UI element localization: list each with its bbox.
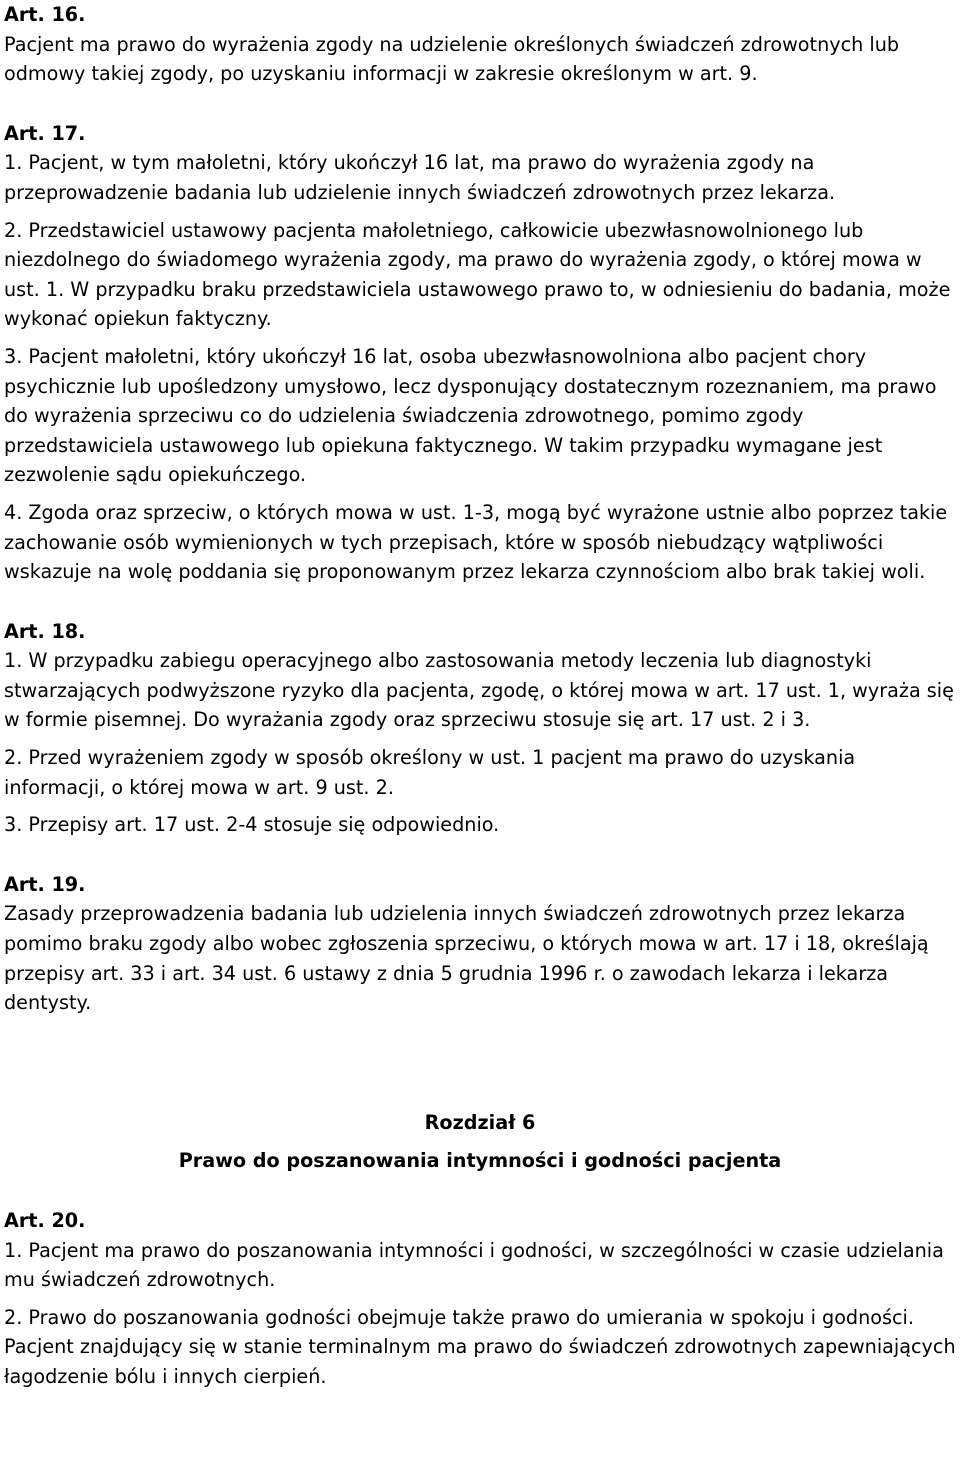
chapter-number: Rozdział 6 xyxy=(424,1110,536,1134)
article-heading: Art. 19. xyxy=(4,872,86,896)
article-heading: Art. 18. xyxy=(4,619,86,643)
article-paragraph: 2. Prawo do poszanowania godności obejmuje także prawo do umierania w spokoju i godności. Pacjent znajdujący się w stanie terminalnym ma prawo do świadczeń zdrowotnych zapewniających łagodzenie bólu i innych cierpień. xyxy=(4,1305,956,1388)
article-paragraph: 2. Przedstawiciel ustawowy pacjenta małoletniego, całkowicie ubezwłasnowolnionego lub niezdolnego do świadomego wyrażenia zgody, ma prawo do wyrażenia zgody, o której mowa w ust. 1. W przypadku braku przedstawiciela ustawowego prawo to, w odniesieniu do badania, może wykonać opiekun faktyczny. xyxy=(4,218,951,331)
article-16 xyxy=(4,0,956,89)
article-paragraph: 1. Pacjent ma prawo do poszanowania intymności i godności, w szczególności w czasie udzielania mu świadczeń zdrowotnych. xyxy=(4,1238,944,1292)
article-heading: Art. 16. xyxy=(4,3,86,26)
article-heading: Art. 20. xyxy=(4,1209,86,1232)
article-paragraph: 3. Pacjent małoletni, który ukończył 16 lat, osoba ubezwłasnowolniona albo pacjent chory psychicznie lub upośledzony umysłowo, lecz dysponujący dostatecznym rozeznaniem, ma prawo do wyrażenia sprzeciwu co do udzielenia świadczenia zdrowotnego, pomimo zgody przedstawiciela ustawowego lub opiekuna faktycznego. W takim przypadku wymagane jest zezwolenie sądu opiekuńczego. xyxy=(4,344,937,487)
article-paragraph: 4. Zgoda oraz sprzeciw, o których mowa w ust. 1-3, mogą być wyrażone ustnie albo poprzez takie zachowanie osób wymienionych w tych przepisach, które w sposób niebudzący wątpliwości wskazuje na wolę poddania się proponowanym przez lekarza czynnościom albo brak takiej woli. xyxy=(4,500,948,584)
document-page xyxy=(4,0,956,1392)
chapter-heading xyxy=(4,1108,956,1176)
article-paragraph: 3. Przepisy art. 17 ust. 2-4 stosuje się odpowiednio. xyxy=(4,813,500,837)
chapter-title: Prawo do poszanowania intymności i godności pacjenta xyxy=(178,1149,782,1173)
article-paragraph: 1. W przypadku zabiegu operacyjnego albo zastosowania metody leczenia lub diagnostyki stwarzających podwyższone ryzyko dla pacjenta, zgodę, o której mowa w art. 17 ust. 1, wyraża się w formie pisemnej. Do wyrażania zgody oraz sprzeciwu stosuje się art. 17 ust. 2 i 3. xyxy=(4,649,954,732)
article-17 xyxy=(4,119,956,587)
article-18 xyxy=(4,617,956,840)
article-20 xyxy=(4,1206,956,1392)
article-heading: Art. 17. xyxy=(4,121,86,145)
article-paragraph: 2. Przed wyrażeniem zgody w sposób określony w ust. 1 pacjent ma prawo do uzyskania informacji, o której mowa w art. 9 ust. 2. xyxy=(4,746,856,799)
article-19 xyxy=(4,870,956,1018)
article-paragraph: 1. Pacjent, w tym małoletni, który ukończył 16 lat, ma prawo do wyrażenia zgody na przeprowadzenie badania lub udzielenie innych świadczeń zdrowotnych przez lekarza. xyxy=(4,151,836,204)
article-paragraph: Zasady przeprowadzenia badania lub udzielenia innych świadczeń zdrowotnych przez lekarza pomimo braku zgody albo wobec zgłoszenia sprzeciwu, o których mowa w art. 17 i 18, określają przepisy art. 33 i art. 34 ust. 6 ustawy z dnia 5 grudnia 1996 r. o zawodach lekarza i lekarza dentysty. xyxy=(4,902,929,1015)
article-paragraph: Pacjent ma prawo do wyrażenia zgody na udzielenie określonych świadczeń zdrowotnych lub odmowy takiej zgody, po uzyskaniu informacji w zakresie określonym w art. 9. xyxy=(4,32,900,86)
